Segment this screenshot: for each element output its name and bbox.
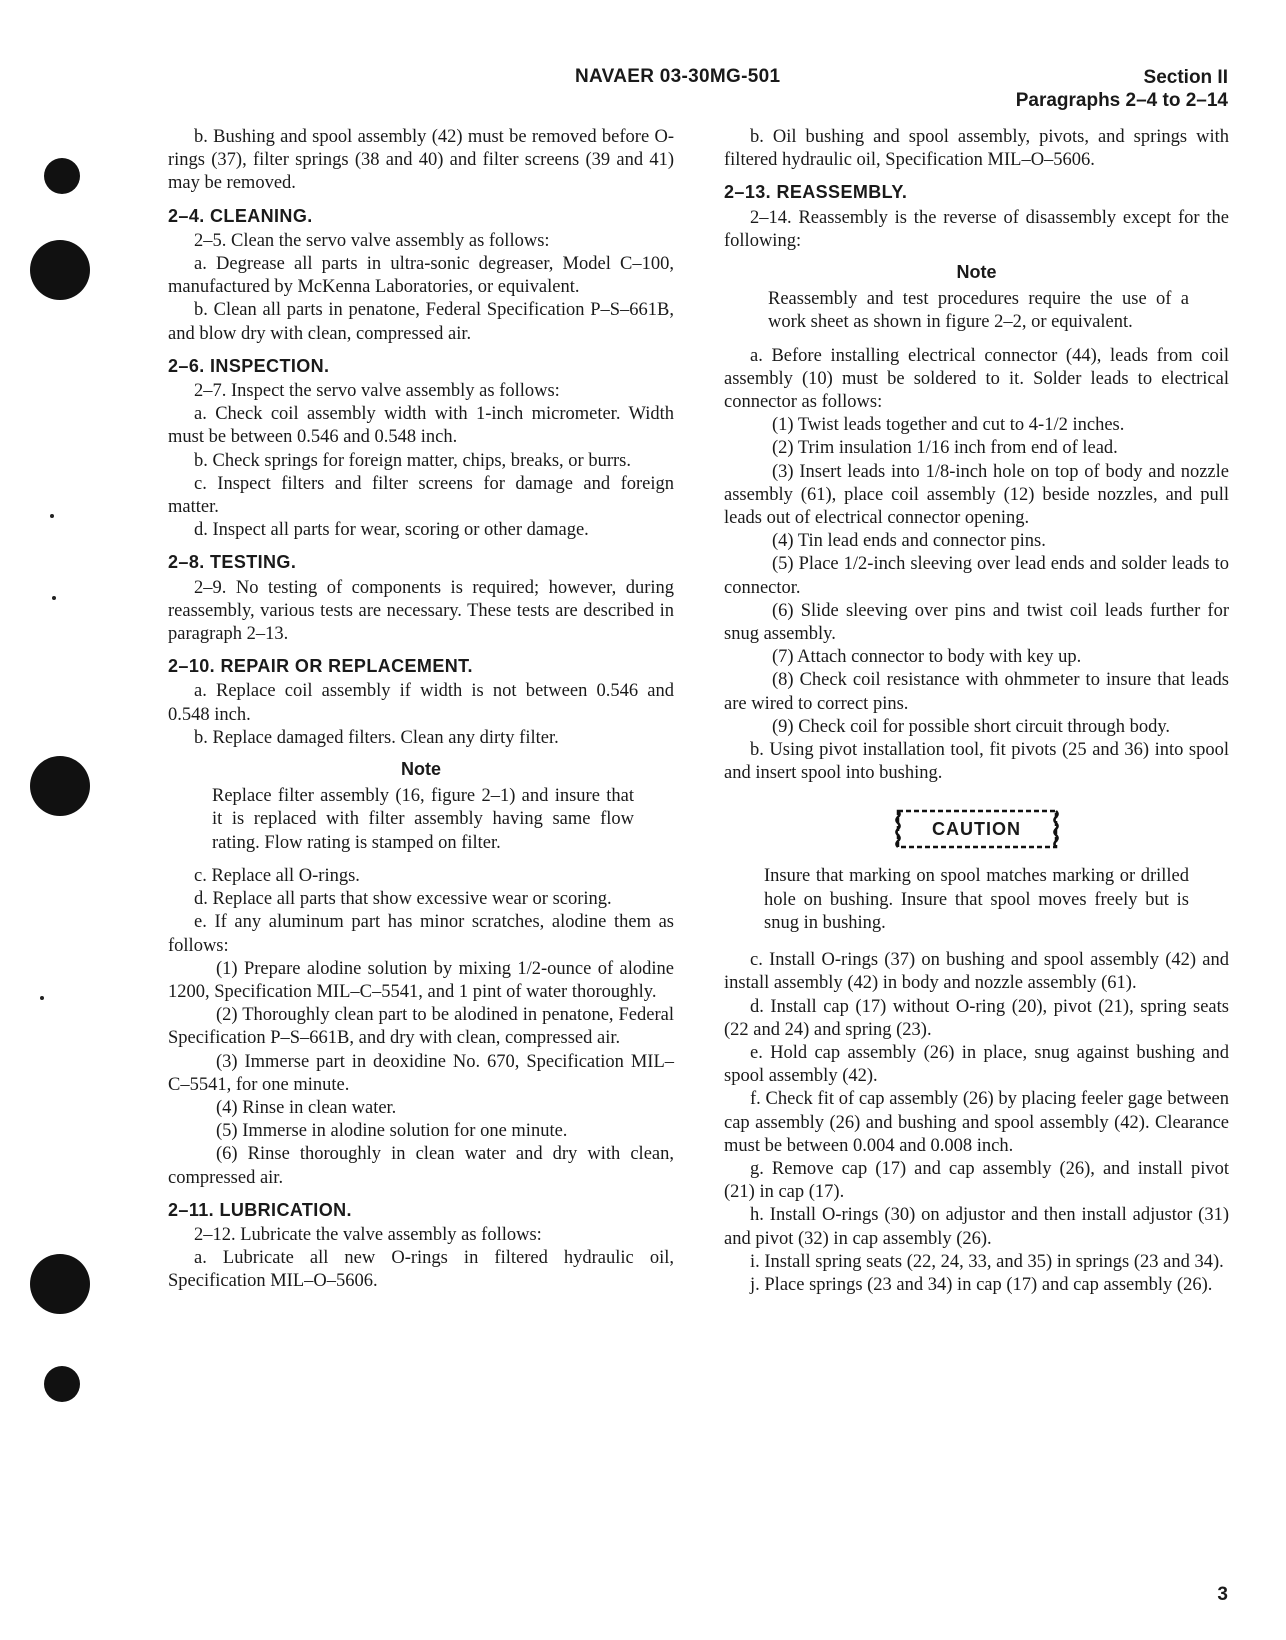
paragraph: d. Install cap (17) without O-ring (20), pivot (21), spring seats (22 and 24) and spring (23). <box>724 996 1229 1040</box>
paragraph: 2–9. No testing of components is required; however, during reassembly, various tests are necessary. These tests are described in paragraph 2–13. <box>168 577 674 645</box>
paragraph: h. Install O-rings (30) on adjustor and then install adjustor (31) and pivot (32) in cap assembly (26). <box>724 1205 1229 1249</box>
paragraph: e. If any aluminum part has minor scratches, alodine them as follows: <box>168 912 674 956</box>
paragraph: (1) Twist leads together and cut to 4-1/2 inches. <box>772 415 1125 436</box>
binder-hole <box>44 158 80 194</box>
section-label: Section II <box>1143 67 1228 88</box>
paragraph: (5) Place 1/2-inch sleeving over lead ends and solder leads to connector. <box>724 554 1229 598</box>
section-heading-repair: 2–10. REPAIR OR REPLACEMENT. <box>168 656 473 677</box>
paragraph: g. Remove cap (17) and cap assembly (26), and install pivot (21) in cap (17). <box>724 1158 1229 1203</box>
caution-text: Insure that marking on spool matches marking or drilled hole on bushing. Insure that spool moves freely but is snug in bushing. <box>764 866 1189 933</box>
paragraph: b. Replace damaged filters. Clean any dirty filter. <box>194 727 559 748</box>
caution-box <box>894 807 1060 851</box>
binder-hole <box>30 1254 90 1314</box>
paragraph: (9) Check coil for possible short circuit through body. <box>772 716 1171 737</box>
note-title: Note <box>401 759 441 780</box>
paragraph: (2) Thoroughly clean part to be alodined in penatone, Federal Specification P–S–661B, and dry with clean, compressed air. <box>168 1005 674 1049</box>
paragraph: a. Degrease all parts in ultra-sonic degreaser, Model C–100, manufactured by McKenna Laboratories, or equivalent. <box>168 254 674 298</box>
paragraph: (6) Rinse thoroughly in clean water and dry with clean, compressed air. <box>168 1144 674 1188</box>
binder-hole <box>44 1366 80 1402</box>
note-text: Reassembly and test procedures require the use of a work sheet as shown in figure 2–2, or equivalent. <box>768 289 1189 333</box>
paragraph: c. Install O-rings (37) on bushing and spool assembly (42) and install assembly (42) in body and nozzle assembly (61). <box>724 950 1229 994</box>
section-heading-lubrication: 2–11. LUBRICATION. <box>168 1199 352 1220</box>
caution-banner <box>724 807 1229 851</box>
paragraph: 2–12. Lubricate the valve assembly as follows: <box>194 1224 542 1245</box>
section-heading-inspection: 2–6. INSPECTION. <box>168 355 330 376</box>
section-heading-testing: 2–8. TESTING. <box>168 552 297 573</box>
paragraph: e. Hold cap assembly (26) in place, snug against bushing and spool assembly (42). <box>724 1042 1229 1087</box>
paragraph: f. Check fit of cap assembly (26) by placing feeler gage between cap assembly (26) and bushing and spool assembly (42). Clearance must be between 0.004 and 0.008 inch. <box>724 1089 1229 1156</box>
paragraph: (3) Immerse part in deoxidine No. 670, Specification MIL–C–5541, for one minute. <box>168 1051 674 1095</box>
paragraph: (6) Slide sleeving over pins and twist coil leads further for snug assembly. <box>724 600 1229 645</box>
scan-speck <box>40 996 44 1000</box>
paragraph: d. Replace all parts that show excessive wear or scoring. <box>194 889 612 910</box>
paragraph: 2–14. Reassembly is the reverse of disassembly except for the following: <box>724 207 1229 251</box>
paragraph: (5) Immerse in alodine solution for one minute. <box>216 1121 568 1142</box>
paragraph: b. Bushing and spool assembly (42) must be removed before O-rings (37), filter springs (38 and 40) and filter screens (39 and 41) may be removed. <box>168 127 674 194</box>
paragraph: (7) Attach connector to body with key up. <box>772 647 1082 668</box>
caution-label: CAUTION <box>932 819 1021 840</box>
paragraph: i. Install spring seats (22, 24, 33, and 35) in springs (23 and 34). <box>750 1251 1224 1272</box>
paragraph: (1) Prepare alodine solution by mixing 1/2-ounce of alodine 1200, Specification MIL–C–5541, and 1 pint of water thoroughly. <box>168 958 674 1002</box>
scan-speck <box>52 596 56 600</box>
paragraph-range: Paragraphs 2–4 to 2–14 <box>1015 90 1228 111</box>
note-title: Note <box>956 262 997 283</box>
section-reference <box>1016 66 1228 112</box>
section-heading-cleaning: 2–4. CLEANING. <box>168 205 313 226</box>
paragraph: b. Oil bushing and spool assembly, pivots, and springs with filtered hydraulic oil, Specification MIL–O–5606. <box>724 127 1229 171</box>
paragraph: a. Replace coil assembly if width is not between 0.546 and 0.548 inch. <box>168 681 674 725</box>
paragraph: c. Inspect filters and filter screens for damage and foreign matter. <box>168 473 674 518</box>
paragraph: (2) Trim insulation 1/16 inch from end of lead. <box>772 438 1118 459</box>
paragraph: b. Using pivot installation tool, fit pivots (25 and 36) into spool and insert spool into bushing. <box>724 740 1229 784</box>
note-text: Replace filter assembly (16, figure 2–1) and insure that it is replaced with filter assembly having same flow rating. Flow rating is stamped on filter. <box>212 786 634 853</box>
paragraph: b. Check springs for foreign matter, chips, breaks, or burrs. <box>194 450 631 471</box>
paragraph: (4) Tin lead ends and connector pins. <box>772 531 1046 552</box>
binder-hole <box>30 756 90 816</box>
page-number: 3 <box>1217 1584 1228 1605</box>
right-column <box>724 126 1229 1297</box>
paragraph: d. Inspect all parts for wear, scoring or other damage. <box>194 520 589 541</box>
paragraph: b. Clean all parts in penatone, Federal Specification P–S–661B, and blow dry with clean, compressed air. <box>168 300 674 344</box>
left-column <box>168 126 674 1294</box>
paragraph: a. Check coil assembly width with 1-inch micrometer. Width must be between 0.546 and 0.548 inch. <box>168 404 674 448</box>
paragraph: (8) Check coil resistance with ohmmeter to insure that leads are wired to correct pins. <box>724 670 1229 714</box>
document-number: NAVAER 03-30MG-501 <box>575 66 781 87</box>
paragraph: a. Lubricate all new O-rings in filtered hydraulic oil, Specification MIL–O–5606. <box>168 1248 674 1292</box>
paragraph: c. Replace all O-rings. <box>194 865 360 886</box>
paragraph: 2–5. Clean the servo valve assembly as follows: <box>194 230 550 251</box>
scan-speck <box>50 514 54 518</box>
paragraph: j. Place springs (23 and 34) in cap (17) and cap assembly (26). <box>750 1274 1213 1295</box>
paragraph: 2–7. Inspect the servo valve assembly as follows: <box>194 381 560 402</box>
paragraph: (3) Insert leads into 1/8-inch hole on top of body and nozzle assembly (61), place coil assembly (12) beside nozzles, and pull leads out of electrical connector opening. <box>724 461 1229 529</box>
paragraph: a. Before installing electrical connector (44), leads from coil assembly (10) must be soldered to it. Solder leads to electrical connector as follows: <box>724 345 1229 413</box>
binder-hole <box>30 240 90 300</box>
section-heading-reassembly: 2–13. REASSEMBLY. <box>724 182 908 203</box>
paragraph: (4) Rinse in clean water. <box>216 1097 397 1118</box>
